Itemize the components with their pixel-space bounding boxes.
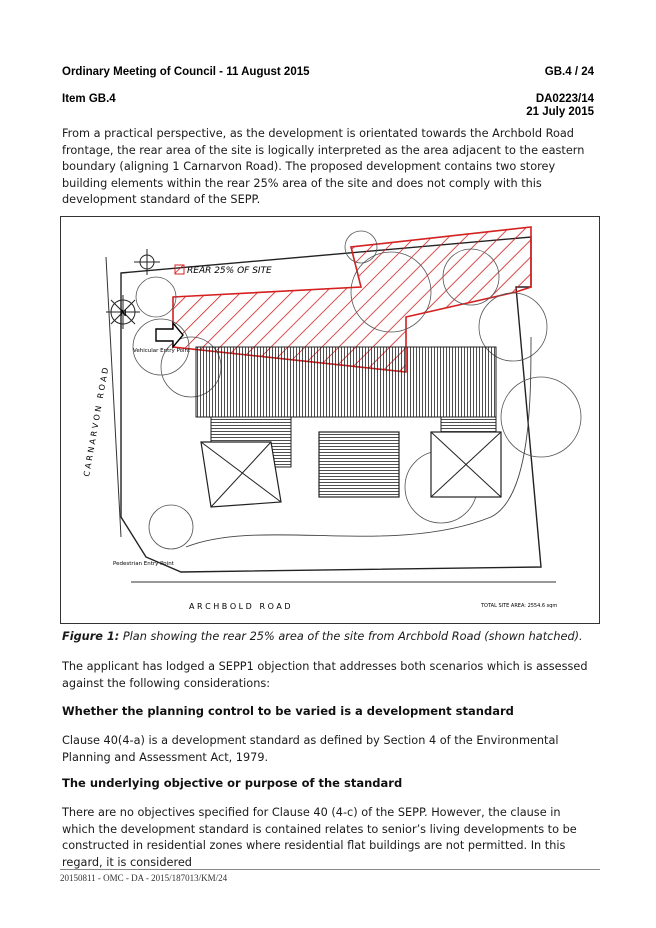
figure-caption	[62, 630, 583, 643]
vehicular-entry-label: Vehicular Entry Point	[133, 348, 191, 354]
clause-paragraph: Clause 40(4-a) is a development standard as defined by Section 4 of the Environmental Planning and Assessment Act, 1979.	[62, 734, 559, 764]
rear-25-label: REAR 25% OF SITE	[187, 266, 272, 276]
site-area-label: TOTAL SITE AREA: 2554.6 sqm	[481, 603, 558, 609]
building-main-roof	[196, 347, 496, 417]
heading-development-standard: Whether the planning control to be varied is a development standard	[62, 704, 514, 718]
archbold-road-label: A R C H B O L D R O A D	[189, 602, 291, 611]
figure-caption-label: Figure 1:	[62, 630, 120, 643]
pavilion-left	[201, 442, 281, 507]
site-plan-figure	[60, 216, 600, 624]
north-label: N	[120, 309, 127, 319]
objective-paragraph: There are no objectives specified for Clause 40 (4-c) of the SEPP. However, the clause in which the development standard is contained relates to senior’s living developments to be constructed in residential zones where residential flat buildings are not permitted. In this regard, it is considered	[62, 806, 577, 869]
site-plan-drawing	[61, 217, 599, 623]
pedestrian-entry-label: Pedestrian Entry Point	[113, 561, 174, 567]
heading-underlying-objective: The underlying objective or purpose of the standard	[62, 776, 403, 790]
rear-label-swatch	[175, 265, 184, 274]
pavilion-right	[431, 432, 501, 497]
report-date: 21 July 2015	[526, 106, 594, 118]
item-number: Item GB.4	[62, 93, 116, 105]
meeting-title: Ordinary Meeting of Council - 11 August 2015	[62, 66, 310, 78]
footer-divider	[60, 869, 600, 870]
carnarvon-road-label: C A R N A R V O N R O A D	[82, 366, 111, 478]
figure-caption-text: Plan showing the rear 25% area of the site from Archbold Road (shown hatched).	[119, 630, 583, 643]
da-number: DA0223/14	[535, 93, 594, 105]
footer-reference: 20150811 - OMC - DA - 2015/187013/KM/24	[60, 873, 228, 883]
carnarvon-road-kerb	[106, 257, 121, 537]
page-reference: GB.4 / 24	[544, 66, 594, 78]
pavilion-centre	[319, 432, 399, 497]
intro-paragraph: From a practical perspective, as the development is orientated towards the Archbold Road frontage, the rear area of the site is logically interpreted as the area adjacent to the eastern boundary (aligning 1 Carnarvon Road). The proposed development contains two storey building elements within the rear 25% area of the site and does not comply with this development standard of the SEPP.	[62, 127, 585, 207]
objection-paragraph: The applicant has lodged a SEPP1 objection that addresses both scenarios which is assessed against the following considerations:	[62, 660, 588, 690]
